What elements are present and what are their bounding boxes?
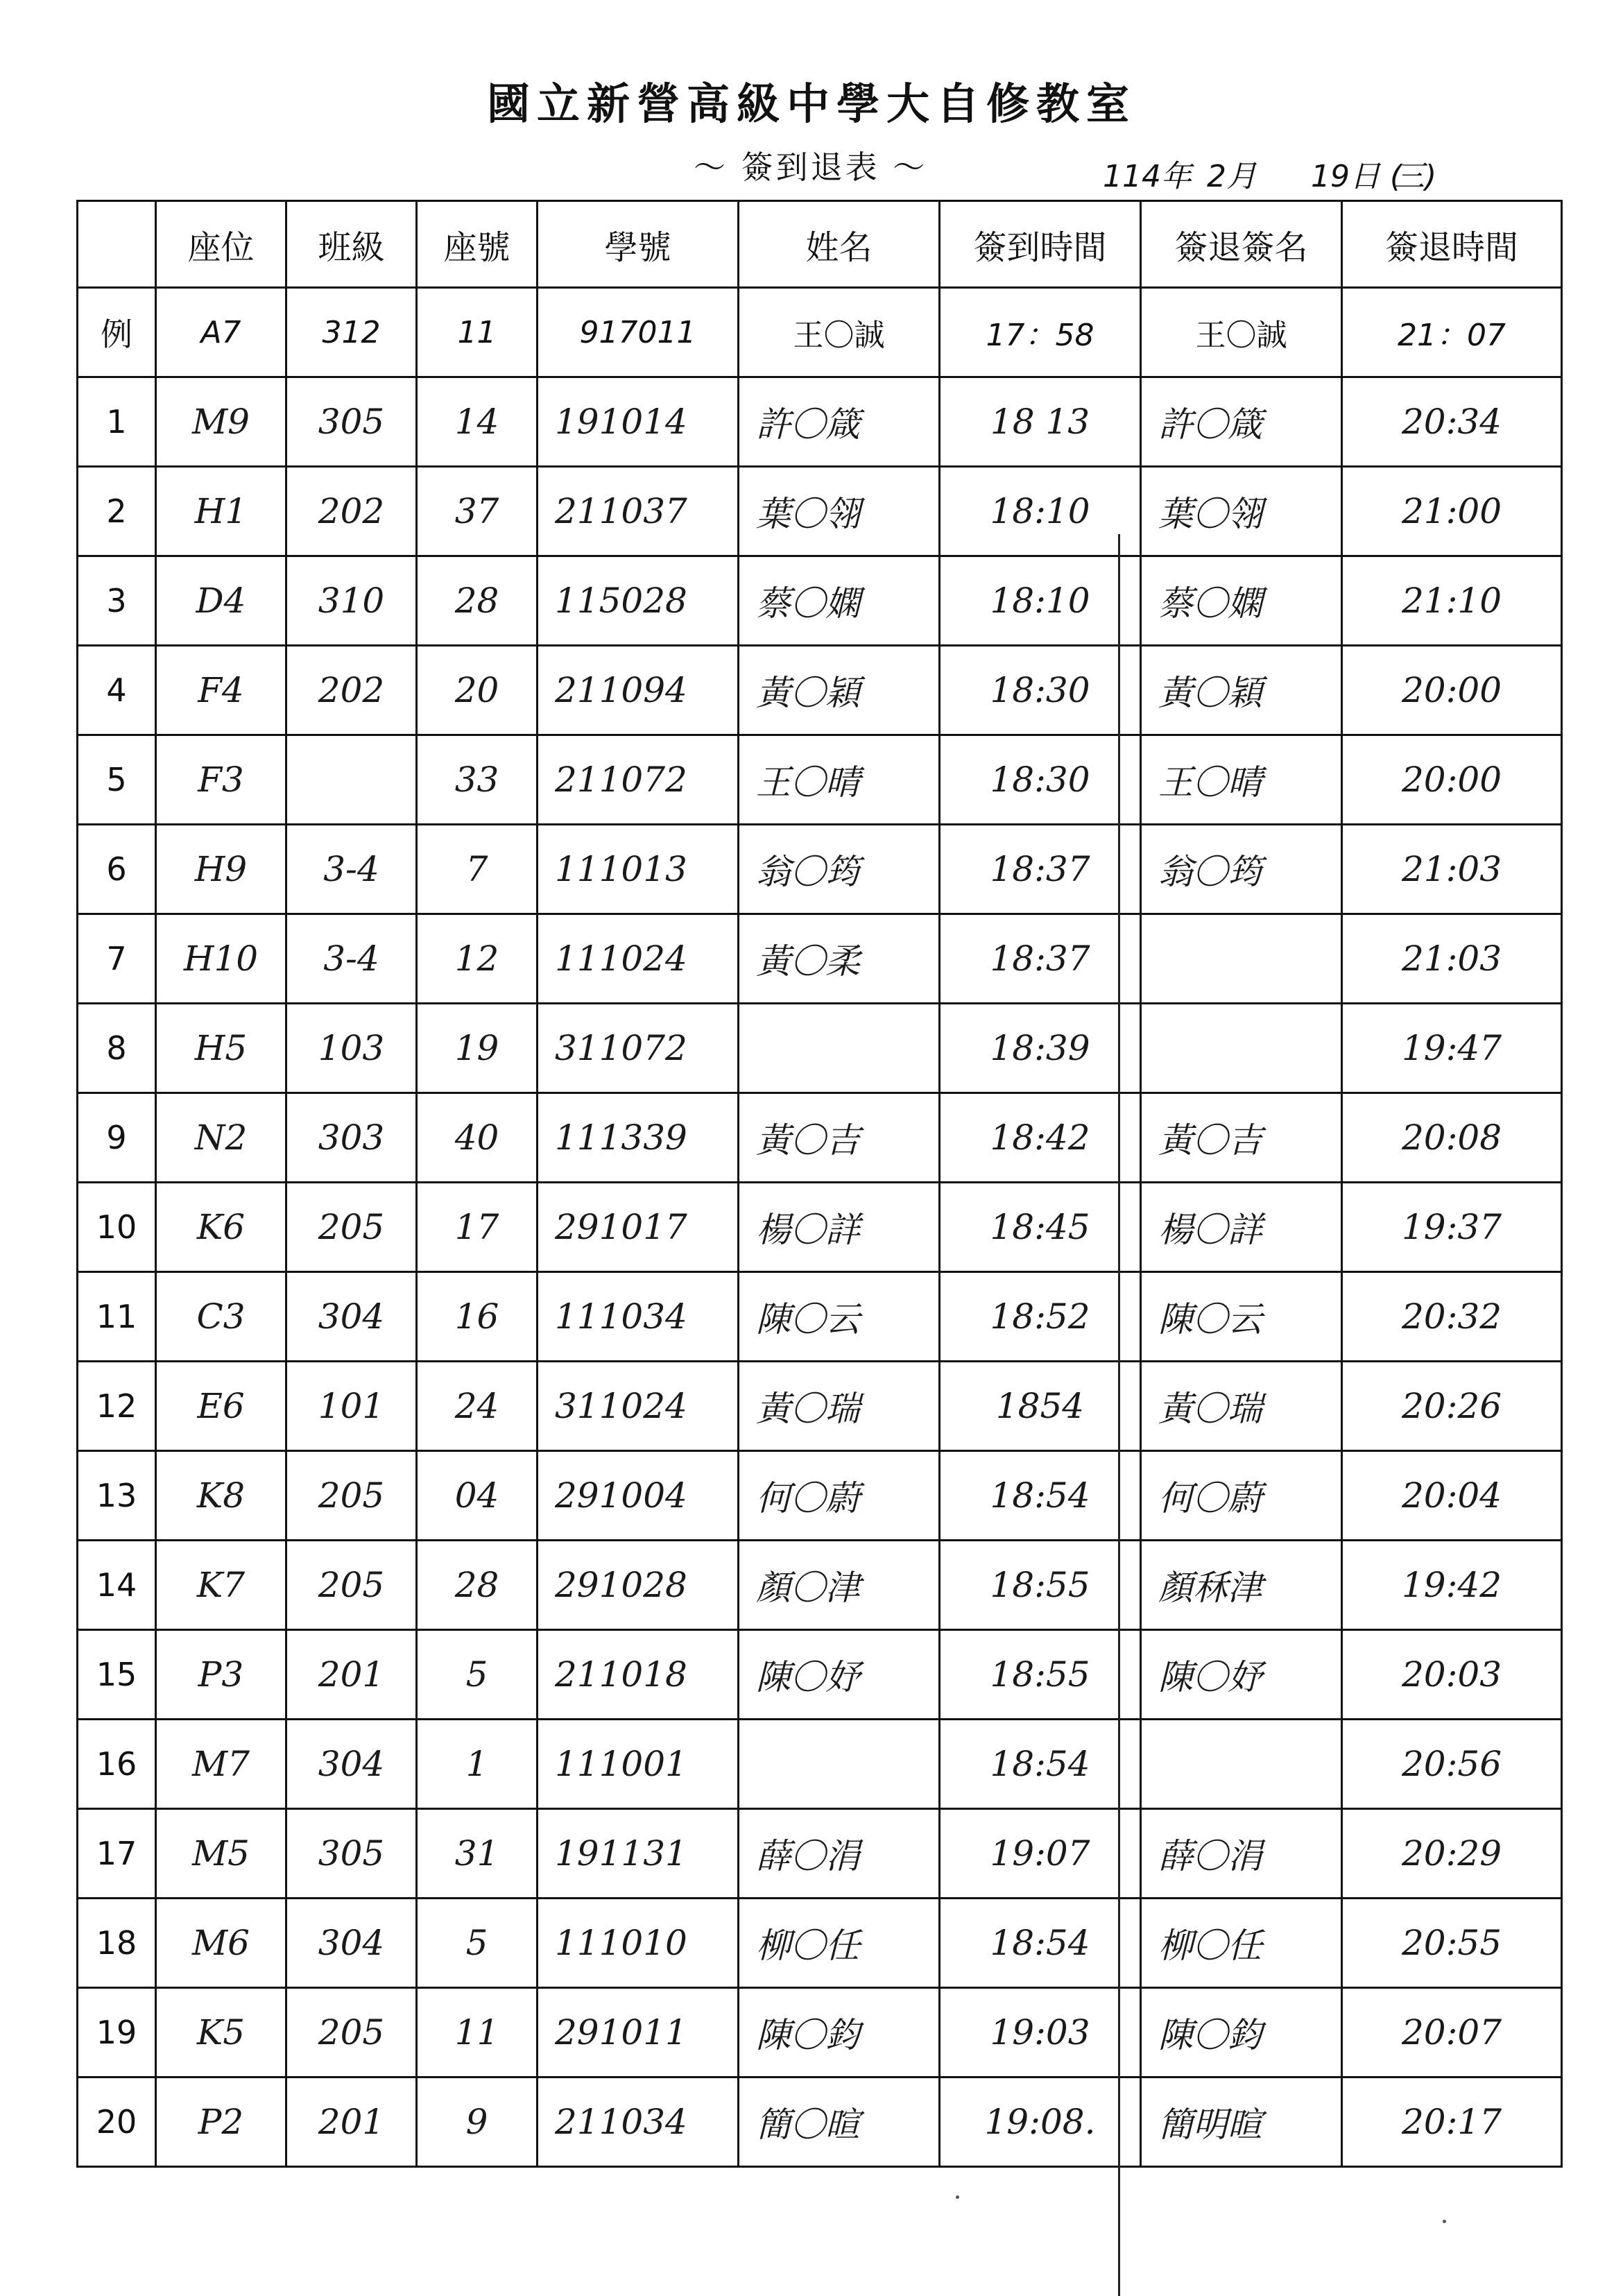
example-class: 312 — [286, 288, 417, 377]
seat-number-cell: 33 — [417, 735, 538, 825]
table-row — [78, 1988, 1562, 2077]
seat-number-cell: 37 — [417, 467, 538, 556]
class-cell: 304 — [286, 1720, 417, 1809]
seat-cell: K6 — [156, 1183, 286, 1272]
name-cell: 許〇箴 — [739, 377, 940, 467]
signature-cell: 黃〇穎 — [1141, 646, 1342, 735]
student-id-cell: 211094 — [538, 646, 739, 735]
student-id-cell: 111010 — [538, 1899, 739, 1988]
class-cell: 202 — [286, 646, 417, 735]
student-id-cell: 211037 — [538, 467, 739, 556]
name-cell: 陳〇妤 — [739, 1630, 940, 1720]
checkout-time-cell: 20:07 — [1342, 1988, 1562, 2077]
checkout-time-cell: 20:56 — [1342, 1720, 1562, 1809]
student-id-cell: 115028 — [538, 556, 739, 646]
checkin-time-cell: 19:03 — [940, 1988, 1141, 2077]
row-index: 8 — [78, 1004, 156, 1093]
table-row — [78, 1451, 1562, 1541]
seat-cell: K7 — [156, 1541, 286, 1630]
student-id-cell: 291028 — [538, 1541, 739, 1630]
example-seat: A7 — [156, 288, 286, 377]
seat-number-cell: 16 — [417, 1272, 538, 1362]
student-id-cell: 111013 — [538, 825, 739, 914]
signature-cell: 楊〇詳 — [1141, 1183, 1342, 1272]
student-id-cell: 191014 — [538, 377, 739, 467]
student-id-cell: 291011 — [538, 1988, 739, 2077]
seat-number-cell: 11 — [417, 1988, 538, 2077]
scan-speck — [1443, 2220, 1446, 2223]
signature-cell: 陳〇鈞 — [1141, 1988, 1342, 2077]
row-index: 5 — [78, 735, 156, 825]
seat-cell: M5 — [156, 1809, 286, 1899]
table-row — [78, 825, 1562, 914]
checkin-time-cell: 18:30 — [940, 646, 1141, 735]
date-day: 19日 ( — [1311, 159, 1402, 194]
checkin-time-cell: 18:39 — [940, 1004, 1141, 1093]
checkin-time-cell: 18:42 — [940, 1093, 1141, 1183]
name-cell: 葉〇翎 — [739, 467, 940, 556]
row-index: 2 — [78, 467, 156, 556]
student-id-cell: 111001 — [538, 1720, 739, 1809]
checkin-time-cell: 18:55 — [940, 1630, 1141, 1720]
checkout-time-cell: 21:03 — [1342, 914, 1562, 1004]
seat-cell: C3 — [156, 1272, 286, 1362]
class-cell: 103 — [286, 1004, 417, 1093]
seat-number-cell: 1 — [417, 1720, 538, 1809]
table-row — [78, 2077, 1562, 2167]
student-id-cell: 291004 — [538, 1451, 739, 1541]
checkout-time-cell: 20:34 — [1342, 377, 1562, 467]
row-index: 11 — [78, 1272, 156, 1362]
name-cell — [739, 1720, 940, 1809]
date-year: 114年 — [1103, 159, 1192, 194]
class-cell — [286, 735, 417, 825]
table-row — [78, 1362, 1562, 1451]
seat-number-cell: 5 — [417, 1630, 538, 1720]
signature-cell: 柳〇任 — [1141, 1899, 1342, 1988]
checkout-time-cell: 19:37 — [1342, 1183, 1562, 1272]
example-checkin: 17：58 — [940, 288, 1141, 377]
name-cell: 黃〇瑞 — [739, 1362, 940, 1451]
example-number: 11 — [417, 288, 538, 377]
class-cell: 304 — [286, 1272, 417, 1362]
class-cell: 305 — [286, 1809, 417, 1899]
table-row — [78, 1093, 1562, 1183]
class-cell: 201 — [286, 1630, 417, 1720]
class-cell: 201 — [286, 2077, 417, 2167]
class-cell: 202 — [286, 467, 417, 556]
seat-number-cell: 12 — [417, 914, 538, 1004]
checkout-time-cell: 19:42 — [1342, 1541, 1562, 1630]
class-cell: 303 — [286, 1093, 417, 1183]
seat-number-cell: 9 — [417, 2077, 538, 2167]
student-id-cell: 311024 — [538, 1362, 739, 1451]
row-index: 4 — [78, 646, 156, 735]
checkout-time-cell: 20:17 — [1342, 2077, 1562, 2167]
checkin-time-cell: 18:37 — [940, 914, 1141, 1004]
name-cell: 翁〇筠 — [739, 825, 940, 914]
sign-in-table — [76, 200, 1563, 2168]
table-row — [78, 1183, 1562, 1272]
example-signature: 王〇誠 — [1141, 288, 1342, 377]
table-row — [78, 556, 1562, 646]
checkin-time-cell: 18:54 — [940, 1451, 1141, 1541]
seat-cell: H10 — [156, 914, 286, 1004]
row-index: 20 — [78, 2077, 156, 2167]
pen-stroke-line — [1118, 534, 1120, 2296]
class-cell: 310 — [286, 556, 417, 646]
student-id-cell: 211072 — [538, 735, 739, 825]
signature-cell: 顏秝津 — [1141, 1541, 1342, 1630]
name-cell: 陳〇云 — [739, 1272, 940, 1362]
signature-cell: 陳〇妤 — [1141, 1630, 1342, 1720]
student-id-cell: 311072 — [538, 1004, 739, 1093]
row-index: 18 — [78, 1899, 156, 1988]
seat-cell: D4 — [156, 556, 286, 646]
signature-cell: 薛〇涓 — [1141, 1809, 1342, 1899]
signature-cell: 葉〇翎 — [1141, 467, 1342, 556]
col-header-student-id: 學號 — [538, 201, 739, 288]
student-id-cell: 111339 — [538, 1093, 739, 1183]
name-cell — [739, 1004, 940, 1093]
student-id-cell: 111034 — [538, 1272, 739, 1362]
row-index: 1 — [78, 377, 156, 467]
checkout-time-cell: 20:26 — [1342, 1362, 1562, 1451]
seat-number-cell: 40 — [417, 1093, 538, 1183]
seat-number-cell: 19 — [417, 1004, 538, 1093]
col-header-class: 班級 — [286, 201, 417, 288]
table-row — [78, 1541, 1562, 1630]
name-cell: 顏〇津 — [739, 1541, 940, 1630]
seat-cell: H5 — [156, 1004, 286, 1093]
row-index: 19 — [78, 1988, 156, 2077]
row-index: 3 — [78, 556, 156, 646]
seat-cell: E6 — [156, 1362, 286, 1451]
date-month: 2月 — [1207, 159, 1257, 194]
checkin-time-cell: 19:07 — [940, 1809, 1141, 1899]
signature-cell: 王〇晴 — [1141, 735, 1342, 825]
col-header-checkout-signature: 簽退簽名 — [1141, 201, 1342, 288]
table-row — [78, 646, 1562, 735]
checkin-time-cell: 19:08. — [940, 2077, 1141, 2167]
class-cell: 205 — [286, 1988, 417, 2077]
table-row — [78, 914, 1562, 1004]
seat-number-cell: 28 — [417, 556, 538, 646]
checkout-time-cell: 20:55 — [1342, 1899, 1562, 1988]
col-header-index — [78, 201, 156, 288]
checkout-time-cell: 21:03 — [1342, 825, 1562, 914]
student-id-cell: 211034 — [538, 2077, 739, 2167]
signature-cell: 陳〇云 — [1141, 1272, 1342, 1362]
class-cell: 304 — [286, 1899, 417, 1988]
example-student-id: 917011 — [538, 288, 739, 377]
row-index: 16 — [78, 1720, 156, 1809]
table-row — [78, 1720, 1562, 1809]
row-index: 7 — [78, 914, 156, 1004]
checkin-time-cell: 1854 — [940, 1362, 1141, 1451]
row-index: 17 — [78, 1809, 156, 1899]
signature-cell: 黃〇瑞 — [1141, 1362, 1342, 1451]
name-cell: 楊〇詳 — [739, 1183, 940, 1272]
checkout-time-cell: 20:04 — [1342, 1451, 1562, 1541]
class-cell: 205 — [286, 1183, 417, 1272]
checkout-time-cell: 21:10 — [1342, 556, 1562, 646]
signature-cell: 翁〇筠 — [1141, 825, 1342, 914]
checkout-time-cell: 20:08 — [1342, 1093, 1562, 1183]
class-cell: 205 — [286, 1541, 417, 1630]
example-name: 王〇誠 — [739, 288, 940, 377]
checkout-time-cell: 20:00 — [1342, 646, 1562, 735]
seat-number-cell: 5 — [417, 1899, 538, 1988]
seat-number-cell: 14 — [417, 377, 538, 467]
name-cell: 蔡〇嫻 — [739, 556, 940, 646]
example-checkout: 21：07 — [1342, 288, 1562, 377]
signature-cell — [1141, 1004, 1342, 1093]
row-index: 12 — [78, 1362, 156, 1451]
example-label: 例 — [78, 288, 156, 377]
checkin-time-cell: 18:54 — [940, 1899, 1141, 1988]
header-row — [78, 201, 1562, 288]
scan-speck — [956, 2195, 959, 2199]
seat-cell: M7 — [156, 1720, 286, 1809]
class-cell: 101 — [286, 1362, 417, 1451]
page-title: 國立新營高級中學大自修教室 — [486, 78, 1136, 129]
seat-cell: K5 — [156, 1988, 286, 2077]
seat-cell: M9 — [156, 377, 286, 467]
checkout-time-cell: 20:03 — [1342, 1630, 1562, 1720]
seat-cell: F4 — [156, 646, 286, 735]
form-subtitle: ～ 簽到退表 ～ — [694, 148, 928, 186]
row-index: 14 — [78, 1541, 156, 1630]
checkin-time-cell: 18:30 — [940, 735, 1141, 825]
col-header-number: 座號 — [417, 201, 538, 288]
checkin-time-cell: 18:45 — [940, 1183, 1141, 1272]
signature-cell: 黃〇吉 — [1141, 1093, 1342, 1183]
seat-cell: F3 — [156, 735, 286, 825]
table-row — [78, 1899, 1562, 1988]
row-index: 9 — [78, 1093, 156, 1183]
checkin-time-cell: 18:54 — [940, 1720, 1141, 1809]
signature-cell — [1141, 1720, 1342, 1809]
table-row — [78, 377, 1562, 467]
table-row — [78, 1004, 1562, 1093]
seat-cell: N2 — [156, 1093, 286, 1183]
seat-cell: P2 — [156, 2077, 286, 2167]
checkin-time-cell: 18:37 — [940, 825, 1141, 914]
class-cell: 3-4 — [286, 825, 417, 914]
seat-cell: M6 — [156, 1899, 286, 1988]
seat-number-cell: 04 — [417, 1451, 538, 1541]
checkout-time-cell: 21:00 — [1342, 467, 1562, 556]
signature-cell: 簡明暄 — [1141, 2077, 1342, 2167]
checkout-time-cell: 20:00 — [1342, 735, 1562, 825]
name-cell: 陳〇鈞 — [739, 1988, 940, 2077]
signature-cell: 何〇蔚 — [1141, 1451, 1342, 1541]
table-row — [78, 1630, 1562, 1720]
table-row — [78, 1809, 1562, 1899]
checkout-time-cell: 20:29 — [1342, 1809, 1562, 1899]
checkout-time-cell: 20:32 — [1342, 1272, 1562, 1362]
name-cell: 柳〇任 — [739, 1899, 940, 1988]
seat-cell: K8 — [156, 1451, 286, 1541]
name-cell: 王〇晴 — [739, 735, 940, 825]
form-date — [1103, 151, 1477, 196]
seat-number-cell: 28 — [417, 1541, 538, 1630]
signature-cell: 蔡〇嫻 — [1141, 556, 1342, 646]
table-row — [78, 1272, 1562, 1362]
name-cell: 薛〇涓 — [739, 1809, 940, 1899]
class-cell: 205 — [286, 1451, 417, 1541]
col-header-checkout-time: 簽退時間 — [1342, 201, 1562, 288]
class-cell: 305 — [286, 377, 417, 467]
table-row — [78, 735, 1562, 825]
signature-cell — [1141, 914, 1342, 1004]
row-index: 15 — [78, 1630, 156, 1720]
row-index: 6 — [78, 825, 156, 914]
col-header-name: 姓名 — [739, 201, 940, 288]
name-cell: 黃〇柔 — [739, 914, 940, 1004]
example-row — [78, 288, 1562, 377]
checkin-time-cell: 18:10 — [940, 556, 1141, 646]
checkin-time-cell: 18:52 — [940, 1272, 1141, 1362]
seat-cell: H9 — [156, 825, 286, 914]
student-id-cell: 111024 — [538, 914, 739, 1004]
student-id-cell: 291017 — [538, 1183, 739, 1272]
seat-cell: H1 — [156, 467, 286, 556]
checkin-time-cell: 18:10 — [940, 467, 1141, 556]
name-cell: 何〇蔚 — [739, 1451, 940, 1541]
seat-number-cell: 31 — [417, 1809, 538, 1899]
col-header-seat: 座位 — [156, 201, 286, 288]
name-cell: 簡〇暄 — [739, 2077, 940, 2167]
class-cell: 3-4 — [286, 914, 417, 1004]
seat-number-cell: 17 — [417, 1183, 538, 1272]
seat-number-cell: 20 — [417, 646, 538, 735]
date-weekday: 三) — [1394, 159, 1437, 194]
name-cell: 黃〇穎 — [739, 646, 940, 735]
checkin-time-cell: 18 13 — [940, 377, 1141, 467]
signature-cell: 許〇箴 — [1141, 377, 1342, 467]
seat-cell: P3 — [156, 1630, 286, 1720]
row-index: 10 — [78, 1183, 156, 1272]
seat-number-cell: 24 — [417, 1362, 538, 1451]
table-row — [78, 467, 1562, 556]
student-id-cell: 191131 — [538, 1809, 739, 1899]
checkout-time-cell: 19:47 — [1342, 1004, 1562, 1093]
col-header-checkin-time: 簽到時間 — [940, 201, 1141, 288]
checkin-time-cell: 18:55 — [940, 1541, 1141, 1630]
row-index: 13 — [78, 1451, 156, 1541]
seat-number-cell: 7 — [417, 825, 538, 914]
name-cell: 黃〇吉 — [739, 1093, 940, 1183]
student-id-cell: 211018 — [538, 1630, 739, 1720]
